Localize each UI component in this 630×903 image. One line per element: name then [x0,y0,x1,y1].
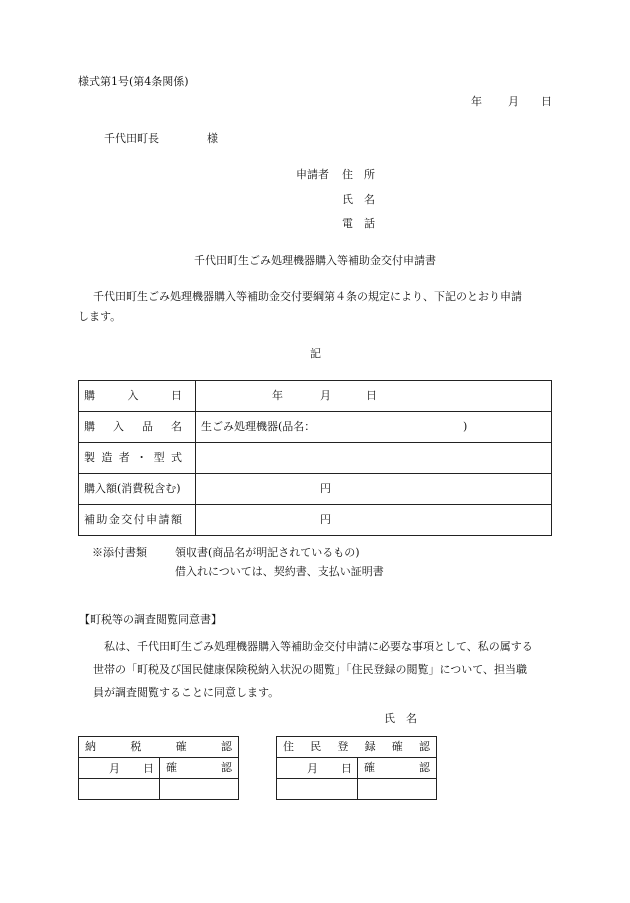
body-line-1: 千代田町生ごみ処理機器購入等補助金交付要綱第４条の規定により、下記のとおり申請 [93,290,522,303]
resident-confirm-stamp-label-cell [358,758,437,779]
addressee-mayor: 千代田町長 [104,132,159,145]
purchase-month-label: 月 [320,389,331,402]
product-label: 購 入 品 名 [84,420,182,434]
price-unit: 円 [320,482,331,495]
subsidy-label-cell [79,505,196,536]
purchase-date-label-cell [79,381,196,412]
consent-heading: 【町税等の調査閲覧同意書】 [79,613,222,626]
purchase-date-label: 購 入 日 [84,389,182,403]
tax-confirm-date-cell[interactable] [79,758,160,779]
purchase-date-value-cell[interactable] [196,381,552,412]
purchase-year-label: 年 [272,389,283,402]
date-day-label: 日 [541,95,552,108]
row-subsidy [79,505,552,536]
resident-confirm-stamp-entry[interactable] [358,779,437,800]
resident-confirm-title-cell [277,737,437,758]
document-title: 千代田町生ごみ処理機器購入等補助金交付申請書 [194,254,436,267]
tax-confirm-title-cell [79,737,239,758]
addressee-honorific: 様 [207,132,218,145]
resident-confirm-date-entry[interactable] [277,779,358,800]
subsidy-value-cell[interactable] [196,505,552,536]
price-value-cell[interactable] [196,474,552,505]
tax-confirm-day: 日 [143,762,154,775]
row-product [79,412,552,443]
attachments-label: ※添付書類 [92,546,147,559]
attachments-item-2: 借入れについては、契約書、支払い証明書 [175,565,384,578]
ki-label: 記 [310,347,321,360]
resident-confirm-stamp-label: 確 認 [364,761,430,775]
consent-line-2: 世帯の「町税及び国民健康保険税納入状況の閲覧」「住民登録の閲覧」について、担当職 [93,663,528,676]
tax-confirm-box [78,736,239,800]
applicant-phone-label: 電 話 [342,217,375,230]
form-number: 様式第1号(第4条関係) [78,75,189,88]
tax-confirm-title: 納 税 確 認 [85,740,232,754]
consent-name-label: 氏 名 [384,712,417,725]
product-label-cell [79,412,196,443]
resident-confirm-month: 月 [307,762,318,775]
subsidy-label: 補 助 金 交 付 申 請 額 [84,513,182,527]
subsidy-unit: 円 [320,513,331,526]
price-label: 購入額(消費税含む) [84,482,181,496]
row-price [79,474,552,505]
tax-confirm-stamp-entry[interactable] [160,779,239,800]
date-year-label: 年 [471,95,482,108]
row-purchase-date [79,381,552,412]
product-value-suffix: ) [463,420,468,433]
applicant-name-label: 氏 名 [342,193,375,206]
price-label-cell [79,474,196,505]
product-value-cell[interactable] [196,412,552,443]
attachments-item-1: 領収書(商品名が明記されているもの) [175,546,360,559]
maker-label: 製 造 者 ・ 型 式 [84,451,182,465]
row-maker [79,443,552,474]
tax-confirm-date-entry[interactable] [79,779,160,800]
tax-confirm-month: 月 [109,762,120,775]
tax-confirm-stamp-label-cell [160,758,239,779]
body-line-2: します。 [78,310,122,323]
resident-confirm-date-cell[interactable] [277,758,358,779]
application-table [78,380,552,536]
applicant-label: 申請者 [296,168,329,181]
product-value-prefix: 生ごみ処理機器(品名： [201,420,316,433]
consent-line-1: 私は、千代田町生ごみ処理機器購入等補助金交付申請に必要な事項として、私の属する [104,640,533,653]
maker-label-cell [79,443,196,474]
applicant-address-label: 住 所 [342,168,375,181]
consent-line-3: 員が調査閲覧することに同意します。 [93,686,280,699]
date-month-label: 月 [508,95,519,108]
purchase-day-label: 日 [366,389,377,402]
maker-value-cell[interactable] [196,443,552,474]
tax-confirm-stamp-label: 確 認 [166,761,232,775]
resident-confirm-box [276,736,437,800]
resident-confirm-day: 日 [341,762,352,775]
resident-confirm-title: 住 民 登 録 確 認 [283,740,430,754]
